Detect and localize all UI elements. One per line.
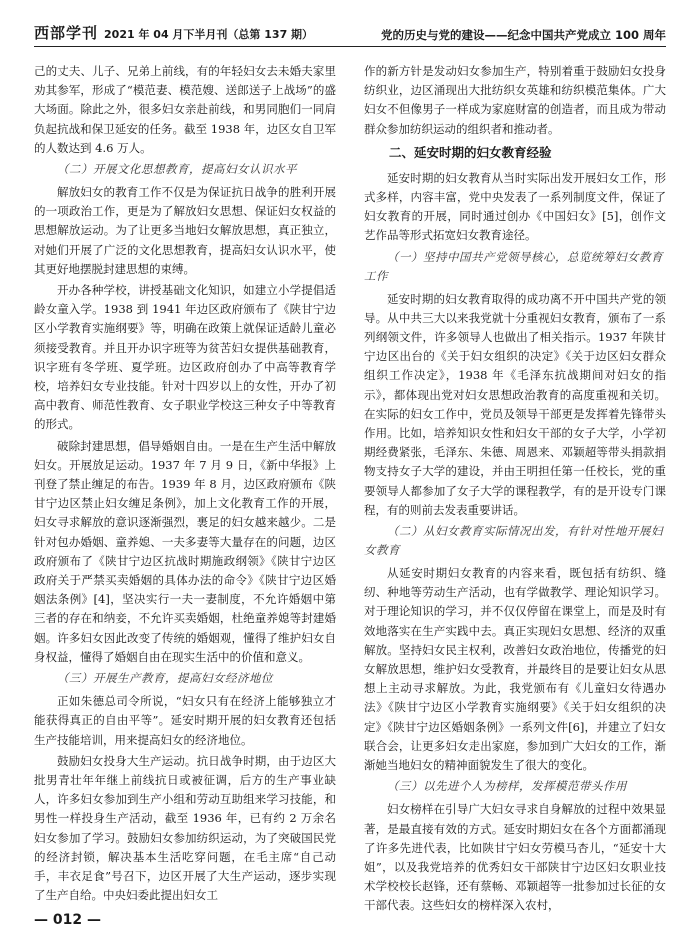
subsection-heading: （二）开展文化思想教育，提高妇女认识水平 <box>57 162 297 177</box>
paragraph: 己的丈夫、儿子、兄弟上前线，有的年轻妇女去未婚夫家里劝其参军，形成了“模范妻、模范嫂、送郎送子上战场”的盛大场面。除此之外，很多妇女亲赴前线，和男同胞们一同肩负起抗战和保卫延安的任务。截至 1938 年，边区女自卫军的人数达到 4.6 万人。 <box>34 64 336 155</box>
paragraph: 正如朱德总司令所说，“妇女只有在经济上能够独立才能获得真正的自由平等”。延安时期开展的妇女教育还包括生产技能培训，用来提高妇女的经济地位。 <box>34 694 336 747</box>
section-title: 党的历史与党的建设——纪念中国共产党成立 100 周年 <box>380 28 666 42</box>
subsection-heading: （三）开展生产教育，提高妇女经济地位 <box>57 671 273 686</box>
left-column <box>34 62 336 903</box>
subsection-heading: （三）以先进个人为榜样，发挥模范带头作用 <box>387 779 627 794</box>
subsection-heading: （一）坚持中国共产党领导核心，总览统筹妇女教育工作 <box>364 249 663 283</box>
running-header <box>34 22 666 47</box>
journal-brand: 西部学刊 <box>34 24 99 42</box>
paragraph: 从延安时期妇女教育的内容来看，既包括有纺织、缝纫、种地等劳动生产活动，也有学做教学、理论知识学习。对于理论知识的学习，并不仅仅停留在课堂上，而是及时有效地落实在生产实践中去。真正实现妇女思想、经济的双重解放。坚持妇女民主权利，改善妇女政治地位，传播党的妇女解放思想，维护妇女受教育，并最终目的是要让妇女从思想上主动寻求解放。为此，我党颁布有《儿童妇女待遇办法》《陕甘宁边区小学教育实施纲要》《关于妇女组织的决定》《陕甘宁边区婚姻条例》一系列文件[6]，并建立了妇女联合会，让更多妇女走出家庭，参加到广大妇女的工作，渐渐她当地妇女的精神面貌发生了很大的变化。 <box>364 566 666 773</box>
paragraph: 延安时期的妇女教育从当时实际出发开展妇女工作，形式多样，内容丰富，党中央发表了一系列制度文件，保证了妇女教育的开展，同时通过创办《中国妇女》[5]，创作文艺作品等形式拓宽妇女教育途径。 <box>364 170 666 243</box>
paragraph: 妇女榜样在引导广大妇女寻求自身解放的过程中效果显著，是最直接有效的方式。延安时期妇女在各个方面都涌现了许多先进代表，比如陕甘宁妇女劳模马杏儿，“延安十大姐”，以及我党培养的优秀妇女干部陕甘宁边区妇女职业技术学校校长赵锋，还有蔡畅、邓颖超等一批参加过长征的女干部代表。这些妇女的榜样深入农村， <box>364 802 666 913</box>
right-column <box>364 62 666 913</box>
paragraph: 开办各种学校，讲授基础文化知识，如建立小学提倡适龄女童入学。1938 到 1941 年边区政府颁布了《陕甘宁边区小学教育实施纲要》等，明确在政策上就保证适龄儿童必须接受教育。并且开办识字班等为贫苦妇女提供基础教育，识字班有冬学班、夏学班。边区政府创办了中高等教育学校，培养妇女专业技能。针对十四岁以上的女性，开办了初高中教育、师范性教育、女子职业学校这三种女子中等教育的形式。 <box>34 283 336 432</box>
paragraph: 鼓励妇女投身大生产运动。抗日战争时期，由于边区大批男青壮年年继上前线抗日或被征调，后方的生产事业缺人，许多妇女参加到生产小组和劳动互助组来学习技能，和男性一样投身生产活动，截至 1936 年，已有约 2 万余名妇女参加了学习。鼓励妇女参加纺织运动，为了突破国民党的经济封锁，解决基本生活吃穿问题，在毛主席“自己动手，丰衣足食”号召下，边区开展了大生产运动，逐步实现了生产自给。中央妇委此提出妇女工 <box>34 753 336 903</box>
paragraph: 解放妇女的教育工作不仅是为保证抗日战争的胜利开展的一项政治工作，更是为了解放妇女思想、保证妇女权益的思想解放运动。为了让更多当地妇女解放思想，真正独立，对她们开展了广泛的文化思想教育，提高妇女认识水平，使其更好地摆脱封建思想的束缚。 <box>34 185 336 276</box>
page-number: — 012 — <box>34 912 101 928</box>
journal-masthead <box>34 22 313 46</box>
paragraph: 延安时期的妇女教育取得的成功离不开中国共产党的领导。从中共三大以来我党就十分重视妇女教育，颁布了一系列纲领文件，许多领导人也做出了相关指示。1937 年陕甘宁边区出台的《关于妇女组织的决定》《关于边区妇女群众组织工作决定》，1938 年《毛泽东抗战期间对妇女的指示》，都体现出党对妇女思想政治教育的高度重视和关切。在实际的妇女工作中，党员及领导干部更是发挥着先锋带头作用。比如，培养知识女性和妇女干部的女子大学，小学初期经费紧张，毛泽东、朱德、周恩来、邓颖超等带头捐款捐物支持女子大学的建设，并由王明担任第一任校长，党的重要领导人都参加了女子大学的课程教学，有的是开设专门课程，有的则前去发表重要讲话。 <box>364 291 666 517</box>
section-heading: 二、延安时期的妇女教育经验 <box>389 144 552 160</box>
subsection-heading: （二）从妇女教育实际情况出发，有针对性地开展妇女教育 <box>364 524 663 558</box>
paragraph: 破除封建思想，倡导婚姻自由。一是在生产生活中解放妇女。开展放足运动。1937 年 7 月 9 日，《新中华报》上刊登了禁止缠足的布告。1939 年 8 月，边区政府颁布《陕甘宁边区禁止妇女缠足条例》，加上文化教育工作的开展，妇女寻求解放的意识逐渐强烈，裹足的妇女越来越少。二是针对包办婚姻、童养媳、一夫多妻等大量存在的问题，边区政府颁布了《陕甘宁边区抗战时期施政纲领》《陕甘宁边区政府关于严禁买卖婚姻的具体办法的命令》《陕甘宁边区婚姻法条例》[4]，坚决实行一夫一妻制度，不允许婚姻中第三者的存在和纳妾，不允许买卖婚姻，杜绝童养媳等封建婚姻。许多妇女因此改变了传统的婚姻观，懂得了维护妇女自身权益，懂得了婚姻自由在现实生活中的价值和意义。 <box>34 438 336 664</box>
issue-info: 2021 年 04 月下半月刊（总第 137 期） <box>104 28 314 41</box>
paragraph: 作的新方针是发动妇女参加生产，特别着重于鼓励妇女投身纺织业，边区涌现出大批纺织女英雄和纺织模范集体。广大妇女不但像男子一样成为家庭财富的创造者，而且成为带动群众参加纺织运动的组织者和推动者。 <box>364 64 666 136</box>
